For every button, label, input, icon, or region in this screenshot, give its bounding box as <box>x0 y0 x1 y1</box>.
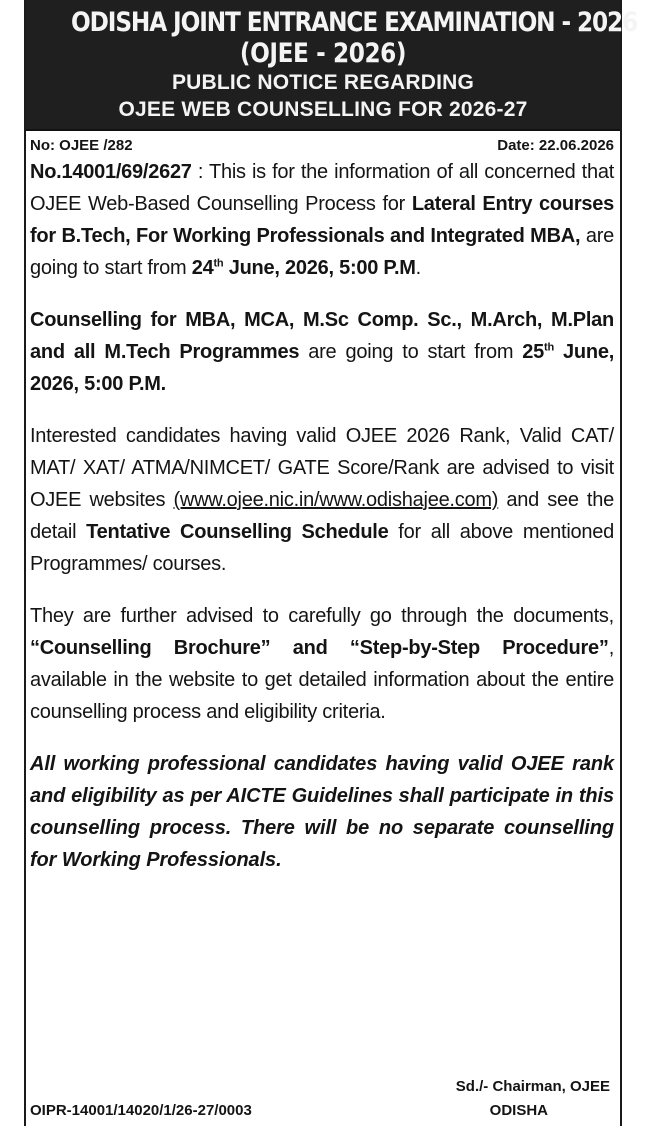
paragraph-text: and see the detail <box>30 489 614 543</box>
signature: Sd./- Chairman, OJEE <box>455 1078 610 1095</box>
paragraph-documents <box>30 600 614 728</box>
paragraph-text: Interested candidates having valid OJEE 2026 Rank, Valid CAT/ MAT/ XAT/ ATMA/NIMCET/ GATE Score/Rank are advised to visit OJEE websites <box>30 425 614 511</box>
notice-heading-line2: OJEE WEB COUNSELLING FOR 2026-27 <box>118 98 528 121</box>
paragraph-eligibility-websites <box>30 420 614 580</box>
website-link[interactable]: (www.ojee.nic.in/www.odishajee.com) <box>173 489 499 511</box>
notice-date: Date: 22.06.2026 <box>497 137 614 154</box>
notice-heading-line1: PUBLIC NOTICE REGARDING <box>171 71 475 94</box>
paragraph-text: : This is for the information of all concerned that OJEE Web-Based Counselling Process for <box>30 161 614 215</box>
notice-body <box>26 131 620 876</box>
date-day: 25 <box>522 341 545 363</box>
paragraph-text: are going to start from <box>30 225 614 279</box>
start-date <box>192 257 416 279</box>
schedule-label: Tentative Counselling Schedule <box>86 521 389 543</box>
programme-list: Counselling for MBA, MCA, M.Sc Comp. Sc., M.Arch, M.Plan and all M.Tech Programmes <box>30 309 614 363</box>
reference-number: No: OJEE /282 <box>30 137 133 154</box>
public-notice <box>24 0 638 1126</box>
reference-row <box>30 136 614 156</box>
oipr-number: OIPR-14001/14020/1/26-27/0003 <box>30 1102 252 1119</box>
paragraph-text: for all above mentioned Programmes/ courses. <box>30 521 614 575</box>
date-rest: June, 2026, 5:00 P.M <box>223 257 416 279</box>
date-suffix: th <box>544 341 554 354</box>
paragraph-lateral-entry <box>30 156 614 284</box>
date-suffix: th <box>213 257 224 270</box>
paragraph-text: are going to start from <box>299 341 523 363</box>
signature-organisation: ODISHA <box>489 1102 548 1119</box>
notice-footer <box>30 1075 614 1123</box>
notice-title: ODISHA JOINT ENTRANCE EXAMINATION - 2026 <box>71 7 638 38</box>
paragraph-working-professionals: All working professional candidates having valid OJEE rank and eligibility as per AICTE Guidelines shall participate in this counselling process. There will be no separate counselling for Working Professionals. <box>30 753 614 871</box>
paragraph-text: They are further advised to carefully go through the documents, <box>30 605 614 627</box>
letter-number: No.14001/69/2627 <box>30 161 192 183</box>
paragraph-text: . <box>415 257 421 279</box>
date-rest: June, 2026, 5:00 P.M. <box>30 341 614 395</box>
document-names: “Counselling Brochure” and “Step-by-Step Procedure” <box>30 637 609 659</box>
course-list: Lateral Entry courses for B.Tech, For Working Professionals and Integrated MBA, <box>30 193 615 247</box>
paragraph-pg-programmes <box>30 304 614 400</box>
date-day: 24 <box>191 257 214 279</box>
footer-bottom-row <box>30 1099 614 1123</box>
notice-subtitle: (OJEE - 2026) <box>239 38 407 69</box>
paragraph-text: , available in the website to get detailed information about the entire counselling process and eligibility criteria. <box>30 637 614 723</box>
notice-header <box>26 0 638 131</box>
